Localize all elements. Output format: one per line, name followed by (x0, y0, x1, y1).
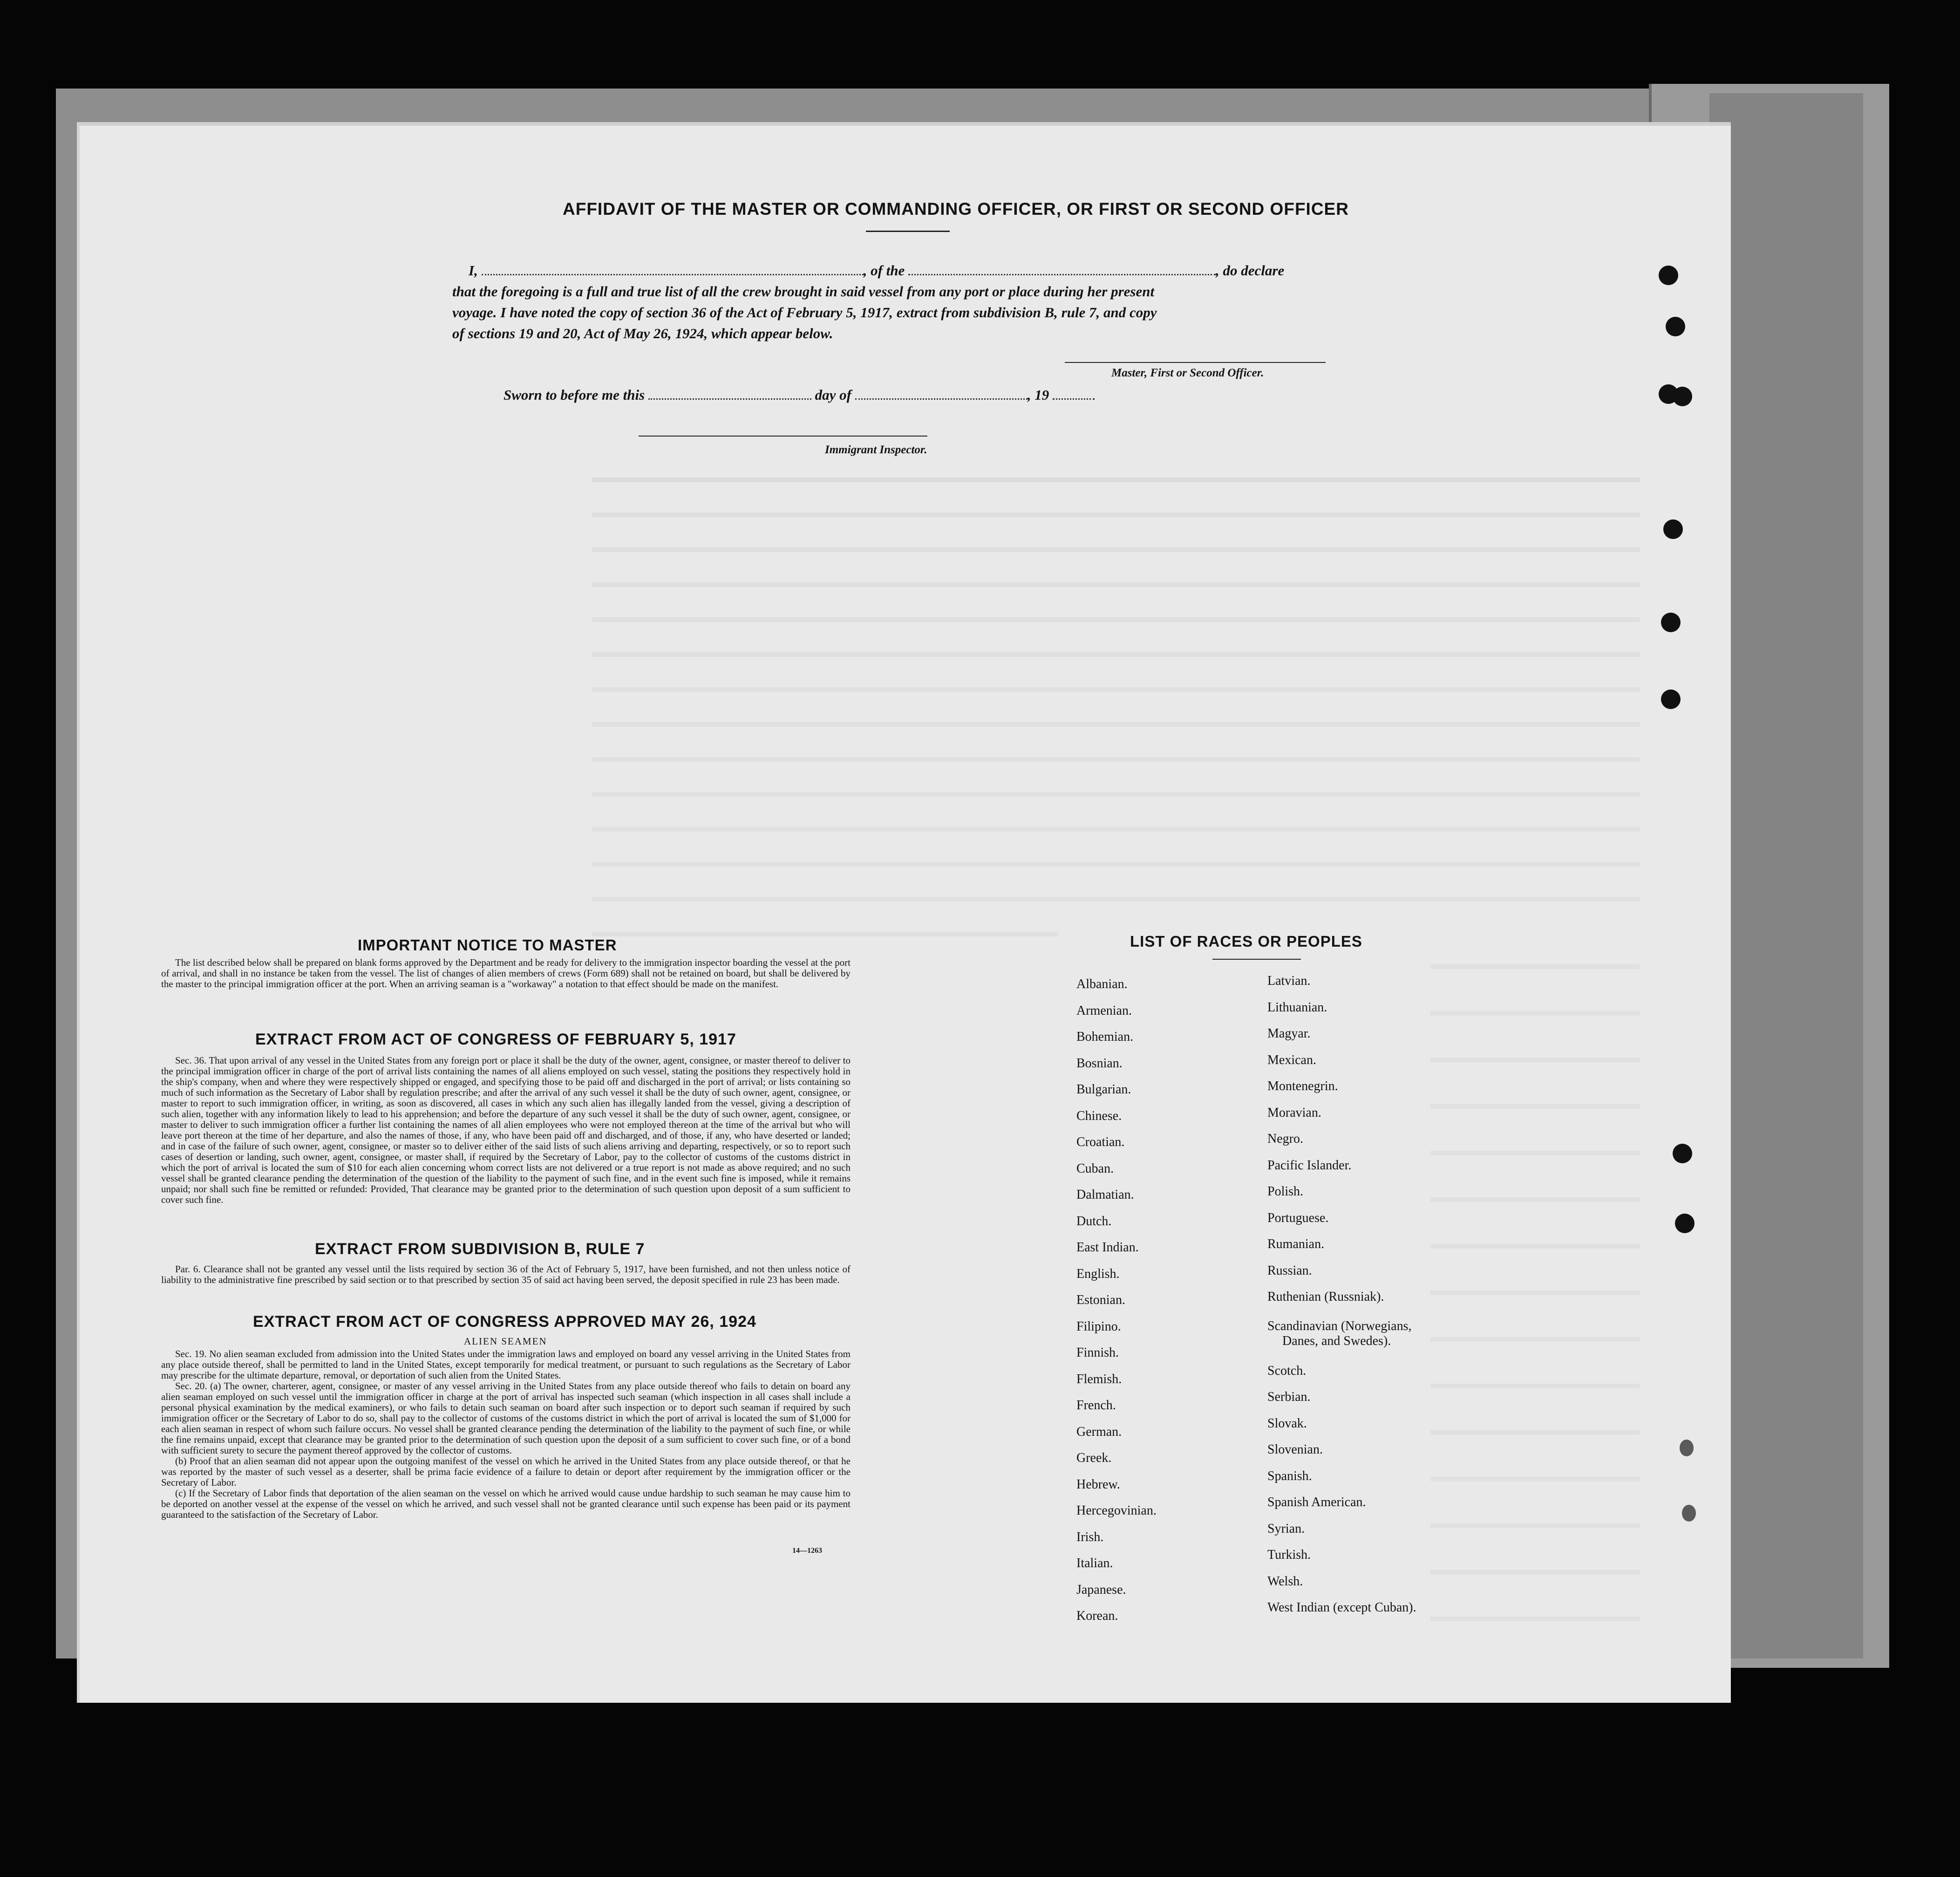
inspector-signature-line (639, 436, 927, 437)
race-item: Slovenian. (1267, 1442, 1323, 1457)
race-item: East Indian. (1076, 1240, 1139, 1255)
extract-rule7-body (161, 1264, 851, 1285)
name-blank[interactable] (482, 263, 864, 275)
race-item: Irish. (1076, 1529, 1104, 1544)
binder-hole (1673, 1144, 1692, 1163)
race-item: Ruthenian (Russniak). (1267, 1290, 1384, 1304)
race-item: German. (1076, 1424, 1122, 1439)
sworn-line (504, 384, 1095, 405)
binder-hole (1663, 519, 1683, 539)
races-column-1 (1076, 971, 1157, 1630)
races-title: LIST OF RACES OR PEOPLES (1130, 933, 1362, 950)
binder-hole (1661, 613, 1681, 632)
races-title-rule (1212, 959, 1301, 960)
binder-hole (1659, 266, 1678, 285)
race-item: Filipino. (1076, 1319, 1121, 1334)
vessel-blank[interactable] (908, 263, 1216, 275)
race-item: Dalmatian. (1076, 1188, 1134, 1202)
binder-hole (1682, 1505, 1696, 1522)
race-item: Korean. (1076, 1609, 1118, 1623)
races-column-2 (1267, 968, 1416, 1621)
binder-hole (1673, 387, 1692, 406)
race-item: Scandinavian (Norwegians, (1267, 1318, 1412, 1333)
race-item: Negro. (1267, 1132, 1303, 1146)
affidavit-i-label: I, (469, 262, 478, 279)
extract-1924-title: EXTRACT FROM ACT OF CONGRESS APPROVED MAY 26, 1924 (253, 1313, 756, 1331)
race-item: Serbian. (1267, 1390, 1311, 1404)
section-36-paragraph: Sec. 36. That upon arrival of any vessel in the United States from any foreign port or place it shall be the duty of the owner, agent, consignee, or master thereof to deliver to the principal immigration officer in charge of the port of arrival lists containing the names of all aliens employed on such vessel, stating the positions they respectively hold in the ship's company, when and where they were respectively shipped or engaged, and specifying those to be paid off and discharged in the port of arrival; or lists containing so much of such information as the Secretary of Labor shall by regulation prescribe; and after the arrival of any such vessel it shall be the duty of such owner, agent, consignee, or master to report to such immigration officer, in writing, as soon as discovered, all cases in which any such alien has illegally landed from the vessel, giving a description of such alien, together with any information likely to lead to his apprehension; and before the departure of any such vessel it shall be the duty of such owner, agent, consignee, or master to deliver to such immigration officer a further list containing the names of all alien employees who were not employed thereon at the time of the arrival but who will leave port thereon at the time of her departure, and also the names of those, if any, who have been paid off and discharged, and of those, if any, who have deserted or landed; and in case of the failure of such owner, agent, consignee, or master so to deliver either of the said lists of such aliens arriving and departing, respectively, or so to report such cases of desertion or landing, such owner, agent, consignee, or master shall, if required by the Secretary of Labor, pay to the collector of customs of the customs district in which the port of arrival is located the sum of $10 for each alien concerning whom correct lists are not delivered or a true report is not made as above required; and no such vessel shall be granted clearance pending the determination of the question of the liability to the payment of such fine, and in the event such fine is imposed, while it remains unpaid; nor shall such fine be remitted or refunded: Provided, That clearance may be granted prior to the determination of such question upon deposit of a sum sufficient to cover such fine. (161, 1055, 851, 1205)
sworn-day-of-label: day of (815, 387, 851, 403)
notice-title: IMPORTANT NOTICE TO MASTER (358, 936, 617, 954)
race-item: French. (1076, 1398, 1116, 1413)
race-item: Dutch. (1076, 1214, 1112, 1229)
race-item: Bosnian. (1076, 1056, 1123, 1071)
affidavit-text-line: of sections 19 and 20, Act of May 26, 1924, which appear below. (452, 325, 833, 341)
document-page (77, 122, 1731, 1703)
race-item: Slovak. (1267, 1416, 1307, 1431)
extract-1917-title: EXTRACT FROM ACT OF CONGRESS OF FEBRUARY 5, 1917 (255, 1031, 736, 1048)
affidavit-of-the-label: , of the (863, 262, 905, 279)
race-item: Spanish. (1267, 1468, 1312, 1483)
race-item: Montenegrin. (1267, 1079, 1338, 1093)
section-20b-paragraph: (b) Proof that an alien seaman did not appear upon the outgoing manifest of the vessel on which he arrived in the United States from any place outside thereof, or that he was reported by the master of such vessel as a deserter, shall be prima facie evidence of a failure to detain or deport after requirement by the immigration officer or the Secretary of Labor. (161, 1455, 851, 1488)
affidavit-text-line: that the foregoing is a full and true list of all the crew brought in said vessel from any port or place during her present (452, 283, 1155, 300)
race-item: West Indian (except Cuban). (1267, 1600, 1416, 1615)
race-item: Hercegovinian. (1076, 1503, 1157, 1518)
race-item: Spanish American. (1267, 1495, 1366, 1509)
rule7-paragraph: Par. 6. Clearance shall not be granted any vessel until the lists required by section 36 of the Act of February 5, 1917, have been furnished, and not then unless notice of liability to the administrative fine prescribed by said section or to that prescribed by section 35 of said act having been served, the deposit specified in rule 23 has been made. (161, 1263, 851, 1285)
race-item: Mexican. (1267, 1052, 1316, 1067)
master-signature-label: Master, First or Second Officer. (1111, 367, 1264, 379)
notice-body (161, 957, 851, 990)
race-item: Lithuanian. (1267, 1000, 1327, 1015)
affidavit-declare-label: , do declare (1216, 262, 1285, 279)
binder-hole (1680, 1440, 1694, 1456)
sworn-year-label: , 19 (1027, 387, 1049, 403)
race-item: Bulgarian. (1076, 1082, 1131, 1097)
binder-hole (1675, 1214, 1695, 1233)
affidavit-title: AFFIDAVIT OF THE MASTER OR COMMANDING OFFICER, OR FIRST OR SECOND OFFICER (563, 199, 1349, 218)
race-item: Polish. (1267, 1184, 1304, 1199)
race-item: Magyar. (1267, 1026, 1311, 1041)
section-20c-paragraph: (c) If the Secretary of Labor finds that deportation of the alien seaman on the vessel on which he arrived would cause undue hardship to such seaman he may cause him to be deported on another vessel at the expense of the vessel on which he arrived, and such vessel shall not be granted clearance until such expense has been paid or its payment guaranteed to the satisfaction of the Secretary of Labor. (161, 1488, 851, 1520)
race-item: Finnish. (1076, 1345, 1119, 1360)
race-item: Pacific Islander. (1267, 1158, 1352, 1173)
race-item: Croatian. (1076, 1135, 1125, 1149)
affidavit-title-rule (866, 231, 950, 232)
sworn-year-blank[interactable] (1053, 387, 1095, 400)
affidavit-text-line: voyage. I have noted the copy of section 36 of the Act of February 5, 1917, extract from subdivision B, rule 7, and copy (452, 304, 1157, 321)
race-item: Bohemian. (1076, 1030, 1134, 1044)
race-item: Hebrew. (1076, 1477, 1120, 1492)
race-item: Japanese. (1076, 1582, 1126, 1597)
race-item: Turkish. (1267, 1548, 1311, 1562)
race-item: Albanian. (1076, 977, 1128, 991)
alien-seamen-subtitle: ALIEN SEAMEN (464, 1336, 547, 1347)
race-item: Cuban. (1076, 1161, 1114, 1176)
section-19-paragraph: Sec. 19. No alien seaman excluded from admission into the United States under the immigration laws and employed on board any vessel arriving in the United States from any place outside thereof, shall be permitted to land in the United States, except temporarily for medical treatment, or pursuant to such regulations as the Secretary of Labor may prescribe for the ultimate departure, removal, or deportation of such alien from the United States. (161, 1348, 851, 1381)
race-item: Greek. (1076, 1451, 1112, 1465)
notice-paragraph: The list described below shall be prepared on blank forms approved by the Department and be ready for delivery to the immigration inspector boarding the vessel at the port of arrival, and shall in no instance be taken from the vessel. The list of changes of alien members of crews (Form 689) shall not be retained on board, but shall be delivered by the master to the principal immigration officer at the port. When an arriving seaman is a "workaway" a notation to that effect should be made on the manifest. (161, 957, 851, 990)
race-item: Estonian. (1076, 1293, 1125, 1307)
race-item: Portuguese. (1267, 1210, 1329, 1225)
race-item: Moravian. (1267, 1105, 1321, 1120)
race-item: Latvian. (1267, 974, 1311, 988)
underlying-sheet-shadow (1709, 93, 1863, 1659)
extract-1917-body (161, 1055, 851, 1205)
race-item: Russian. (1267, 1263, 1312, 1278)
sworn-prefix: Sworn to before me this (504, 387, 645, 403)
sworn-day-blank[interactable] (648, 387, 811, 400)
extract-1924-body (161, 1349, 851, 1520)
binder-hole (1666, 317, 1685, 336)
race-item: English. (1076, 1266, 1120, 1281)
binder-hole (1661, 689, 1681, 709)
race-item: Rumanian. (1267, 1237, 1325, 1251)
sworn-month-blank[interactable] (855, 387, 1028, 400)
race-item: Syrian. (1267, 1521, 1305, 1536)
section-20a-paragraph: Sec. 20. (a) The owner, charterer, agent, consignee, or master of any vessel arriving in the United States from any place outside thereof who fails to detain on board any alien seaman employed on such vessel until the immigration officer in charge at the port of arrival has inspected such seaman (which inspection in all cases shall include a personal physical examination by the medical examiners), or who fails to detain such seaman on board after such inspection or to deport such seaman if required by such immigration officer or the Secretary of Labor to do so, shall pay to the collector of customs of the customs district in which the port of arrival is located the sum of $1,000 for each alien seaman in respect of whom such failure occurs. No vessel shall be granted clearance pending the determination of the liability to the payment of such fine, or while the fine remains unpaid, except that clearance may be granted prior to the determination of such question upon the deposit of a sum sufficient to cover such fine, or of a bond with sufficient surety to secure the payment thereof approved by the collector of customs. (161, 1380, 851, 1456)
inspector-label: Immigrant Inspector. (825, 444, 927, 456)
extract-rule7-title: EXTRACT FROM SUBDIVISION B, RULE 7 (315, 1240, 645, 1258)
race-item: Danes, and Swedes). (1282, 1333, 1391, 1348)
race-item: Scotch. (1267, 1363, 1307, 1378)
race-item: Chinese. (1076, 1108, 1122, 1123)
race-item: Italian. (1076, 1556, 1113, 1570)
race-item: Welsh. (1267, 1574, 1303, 1589)
form-number: 14—1263 (792, 1547, 822, 1555)
race-item: Armenian. (1076, 1003, 1132, 1018)
race-item: Flemish. (1076, 1372, 1122, 1386)
affidavit-declaration-line (469, 260, 1284, 281)
